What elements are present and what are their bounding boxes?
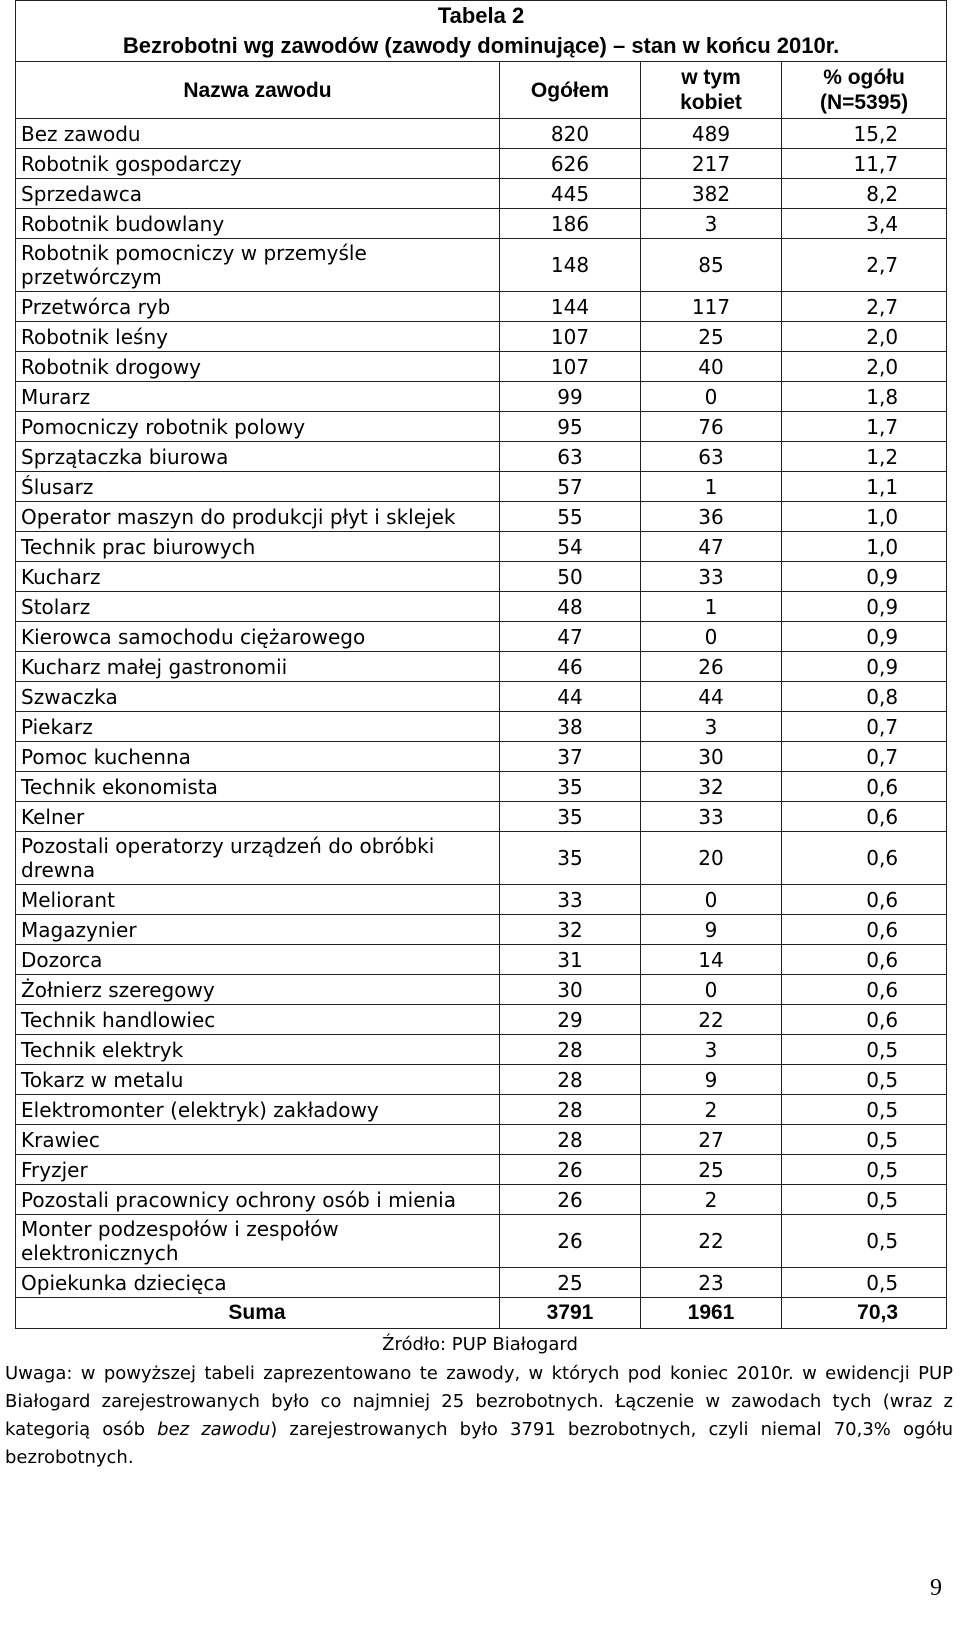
women-cell: 9 <box>641 915 782 945</box>
women-cell: 32 <box>641 772 782 802</box>
table-row <box>16 915 947 945</box>
occupation-name-cell: Sprzątaczka biurowa <box>16 442 500 472</box>
table-row <box>16 1095 947 1125</box>
occupation-name-cell: Krawiec <box>16 1125 500 1155</box>
table-row <box>16 502 947 532</box>
women-cell: 36 <box>641 502 782 532</box>
percent-cell: 0,5 <box>782 1215 947 1268</box>
women-cell: 0 <box>641 622 782 652</box>
table-row <box>16 682 947 712</box>
women-cell: 76 <box>641 412 782 442</box>
header-percent <box>782 62 947 119</box>
occupation-name-cell: Pozostali operatorzy urządzeń do obróbki drewna <box>16 832 500 885</box>
total-cell: 31 <box>500 945 641 975</box>
women-cell: 25 <box>641 1155 782 1185</box>
total-cell: 26 <box>500 1185 641 1215</box>
header-women-line1: w tym <box>681 66 741 89</box>
occupation-name-cell: Dozorca <box>16 945 500 975</box>
occupation-name-cell: Kucharz <box>16 562 500 592</box>
percent-cell: 0,6 <box>782 802 947 832</box>
occupation-name-cell: Robotnik drogowy <box>16 352 500 382</box>
occupation-name-cell: Pozostali pracownicy ochrony osób i mienia <box>16 1185 500 1215</box>
women-cell: 0 <box>641 885 782 915</box>
total-cell: 33 <box>500 885 641 915</box>
note-text-italic: bez zawodu <box>157 1419 271 1440</box>
total-cell: 44 <box>500 682 641 712</box>
source-note: Źródło: PUP Białogard <box>382 1334 578 1355</box>
occupation-name-cell: Monter podzespołów i zespołów elektronicznych <box>16 1215 500 1268</box>
occupation-name-cell: Szwaczka <box>16 682 500 712</box>
women-cell: 2 <box>641 1185 782 1215</box>
women-cell: 44 <box>641 682 782 712</box>
percent-cell: 0,6 <box>782 1005 947 1035</box>
table-row <box>16 945 947 975</box>
unemployment-by-occupation-table <box>15 0 947 1329</box>
table-row <box>16 209 947 239</box>
total-cell: 626 <box>500 149 641 179</box>
total-cell: 47 <box>500 622 641 652</box>
occupation-name-cell: Murarz <box>16 382 500 412</box>
header-total: Ogółem <box>500 62 641 119</box>
women-cell: 25 <box>641 322 782 352</box>
women-cell: 27 <box>641 1125 782 1155</box>
table-row <box>16 149 947 179</box>
women-cell: 382 <box>641 179 782 209</box>
women-cell: 9 <box>641 1065 782 1095</box>
total-cell: 107 <box>500 352 641 382</box>
total-cell: 26 <box>500 1155 641 1185</box>
total-cell: 46 <box>500 652 641 682</box>
percent-cell: 0,5 <box>782 1155 947 1185</box>
women-cell: 3 <box>641 712 782 742</box>
occupation-name-cell: Kucharz małej gastronomii <box>16 652 500 682</box>
occupation-name-cell: Pomocniczy robotnik polowy <box>16 412 500 442</box>
total-cell: 32 <box>500 915 641 945</box>
occupation-name-cell: Fryzjer <box>16 1155 500 1185</box>
percent-cell: 1,1 <box>782 472 947 502</box>
percent-cell: 15,2 <box>782 119 947 149</box>
percent-cell: 0,8 <box>782 682 947 712</box>
women-cell: 0 <box>641 382 782 412</box>
total-cell: 186 <box>500 209 641 239</box>
women-cell: 117 <box>641 292 782 322</box>
occupation-name-cell: Opiekunka dziecięca <box>16 1268 500 1298</box>
women-cell: 33 <box>641 562 782 592</box>
occupation-name-cell: Meliorant <box>16 885 500 915</box>
occupation-name-cell: Przetwórca ryb <box>16 292 500 322</box>
table-row <box>16 322 947 352</box>
percent-cell: 3,4 <box>782 209 947 239</box>
total-cell: 148 <box>500 239 641 292</box>
table-row <box>16 712 947 742</box>
table-row <box>16 472 947 502</box>
occupation-name-cell: Piekarz <box>16 712 500 742</box>
women-cell: 26 <box>641 652 782 682</box>
occupation-name-cell: Elektromonter (elektryk) zakładowy <box>16 1095 500 1125</box>
percent-cell: 0,6 <box>782 832 947 885</box>
percent-cell: 1,8 <box>782 382 947 412</box>
total-cell: 25 <box>500 1268 641 1298</box>
women-cell: 0 <box>641 975 782 1005</box>
table-row <box>16 832 947 885</box>
table-row <box>16 179 947 209</box>
header-women <box>641 62 782 119</box>
occupation-name-cell: Bez zawodu <box>16 119 500 149</box>
total-cell: 28 <box>500 1125 641 1155</box>
percent-cell: 0,5 <box>782 1185 947 1215</box>
percent-cell: 1,0 <box>782 502 947 532</box>
table-row <box>16 382 947 412</box>
women-cell: 3 <box>641 209 782 239</box>
total-cell: 28 <box>500 1035 641 1065</box>
women-cell: 33 <box>641 802 782 832</box>
percent-cell: 1,0 <box>782 532 947 562</box>
table-row <box>16 292 947 322</box>
page-number: 9 <box>930 1575 942 1601</box>
total-cell: 37 <box>500 742 641 772</box>
table-row <box>16 532 947 562</box>
table-row <box>16 412 947 442</box>
occupation-name-cell: Technik prac biurowych <box>16 532 500 562</box>
percent-cell: 0,9 <box>782 592 947 622</box>
women-cell: 489 <box>641 119 782 149</box>
table-row <box>16 1035 947 1065</box>
note-text-part2: ) zarejestrowanych było 3791 bezrobotnych, czyli niemal 70,3% ogółu bezrobotnych. <box>5 1419 953 1468</box>
total-cell: 50 <box>500 562 641 592</box>
total-cell: 54 <box>500 532 641 562</box>
women-cell: 20 <box>641 832 782 885</box>
table-row <box>16 1185 947 1215</box>
total-cell: 35 <box>500 832 641 885</box>
table-row <box>16 1125 947 1155</box>
total-cell: 38 <box>500 712 641 742</box>
percent-cell: 0,6 <box>782 945 947 975</box>
sum-percent: 70,3 <box>782 1298 947 1329</box>
occupation-name-cell: Kelner <box>16 802 500 832</box>
percent-cell: 11,7 <box>782 149 947 179</box>
women-cell: 14 <box>641 945 782 975</box>
total-cell: 63 <box>500 442 641 472</box>
occupation-name-cell: Tokarz w metalu <box>16 1065 500 1095</box>
percent-cell: 0,9 <box>782 652 947 682</box>
total-cell: 445 <box>500 179 641 209</box>
percent-cell: 0,6 <box>782 915 947 945</box>
total-cell: 144 <box>500 292 641 322</box>
table-row <box>16 772 947 802</box>
table-row <box>16 1065 947 1095</box>
women-cell: 1 <box>641 472 782 502</box>
table-title: Tabela 2 <box>16 1 947 32</box>
occupation-name-cell: Operator maszyn do produkcji płyt i sklejek <box>16 502 500 532</box>
percent-cell: 0,6 <box>782 772 947 802</box>
women-cell: 2 <box>641 1095 782 1125</box>
women-cell: 47 <box>641 532 782 562</box>
occupation-name-cell: Technik ekonomista <box>16 772 500 802</box>
women-cell: 3 <box>641 1035 782 1065</box>
percent-cell: 8,2 <box>782 179 947 209</box>
total-cell: 820 <box>500 119 641 149</box>
percent-cell: 0,5 <box>782 1065 947 1095</box>
total-cell: 57 <box>500 472 641 502</box>
header-occupation-name: Nazwa zawodu <box>16 62 500 119</box>
percent-cell: 0,6 <box>782 885 947 915</box>
percent-cell: 0,7 <box>782 712 947 742</box>
occupation-name-cell: Pomoc kuchenna <box>16 742 500 772</box>
total-cell: 99 <box>500 382 641 412</box>
women-cell: 40 <box>641 352 782 382</box>
women-cell: 63 <box>641 442 782 472</box>
total-cell: 26 <box>500 1215 641 1268</box>
percent-cell: 0,7 <box>782 742 947 772</box>
occupation-name-cell: Kierowca samochodu ciężarowego <box>16 622 500 652</box>
total-cell: 35 <box>500 772 641 802</box>
occupation-name-cell: Technik handlowiec <box>16 1005 500 1035</box>
percent-cell: 0,5 <box>782 1035 947 1065</box>
table-row <box>16 592 947 622</box>
women-cell: 22 <box>641 1215 782 1268</box>
note-text-part1: Uwaga: w powyższej tabeli zaprezentowano te zawody, w których pod koniec 2010r. w ewidencji PUP Białogard zarejestrowanych było co najmniej 25 bezrobotnych. Łączenie w zawodach tych (wraz z kategorią osób <box>5 1363 953 1440</box>
sum-total: 3791 <box>500 1298 641 1329</box>
table-subtitle: Bezrobotni wg zawodów (zawody dominujące) – stan w końcu 2010r. <box>16 31 947 62</box>
unemployment-table-container <box>15 0 946 1329</box>
table-row <box>16 1155 947 1185</box>
table-row <box>16 562 947 592</box>
sum-label: Suma <box>16 1298 500 1329</box>
percent-cell: 2,0 <box>782 322 947 352</box>
occupation-name-cell: Stolarz <box>16 592 500 622</box>
table-row <box>16 975 947 1005</box>
women-cell: 217 <box>641 149 782 179</box>
occupation-name-cell: Robotnik budowlany <box>16 209 500 239</box>
total-cell: 55 <box>500 502 641 532</box>
table-header-row <box>16 62 947 119</box>
sum-row <box>16 1298 947 1329</box>
percent-cell: 2,7 <box>782 292 947 322</box>
table-caption-row <box>16 1 947 32</box>
total-cell: 48 <box>500 592 641 622</box>
women-cell: 1 <box>641 592 782 622</box>
occupation-name-cell: Technik elektryk <box>16 1035 500 1065</box>
percent-cell: 1,2 <box>782 442 947 472</box>
women-cell: 85 <box>641 239 782 292</box>
table-row <box>16 352 947 382</box>
table-row <box>16 622 947 652</box>
percent-cell: 1,7 <box>782 412 947 442</box>
total-cell: 95 <box>500 412 641 442</box>
table-subtitle-row <box>16 31 947 62</box>
women-cell: 22 <box>641 1005 782 1035</box>
total-cell: 35 <box>500 802 641 832</box>
women-cell: 30 <box>641 742 782 772</box>
occupation-name-cell: Robotnik leśny <box>16 322 500 352</box>
table-row <box>16 802 947 832</box>
table-row <box>16 239 947 292</box>
percent-cell: 0,6 <box>782 975 947 1005</box>
total-cell: 28 <box>500 1095 641 1125</box>
percent-cell: 2,7 <box>782 239 947 292</box>
percent-cell: 0,9 <box>782 622 947 652</box>
occupation-name-cell: Sprzedawca <box>16 179 500 209</box>
occupation-name-cell: Robotnik pomocniczy w przemyśle przetwórczym <box>16 239 500 292</box>
occupation-name-cell: Ślusarz <box>16 472 500 502</box>
women-cell: 23 <box>641 1268 782 1298</box>
table-row <box>16 442 947 472</box>
table-row <box>16 1005 947 1035</box>
total-cell: 107 <box>500 322 641 352</box>
header-percent-line1: % ogółu <box>823 66 905 89</box>
table-row <box>16 742 947 772</box>
header-percent-line2: (N=5395) <box>819 91 909 114</box>
total-cell: 30 <box>500 975 641 1005</box>
explanatory-note <box>5 1360 953 1472</box>
percent-cell: 2,0 <box>782 352 947 382</box>
header-women-line2: kobiet <box>680 91 742 114</box>
percent-cell: 0,5 <box>782 1125 947 1155</box>
sum-women: 1961 <box>641 1298 782 1329</box>
table-row <box>16 885 947 915</box>
total-cell: 29 <box>500 1005 641 1035</box>
total-cell: 28 <box>500 1065 641 1095</box>
occupation-name-cell: Magazynier <box>16 915 500 945</box>
table-row <box>16 1215 947 1268</box>
occupation-name-cell: Robotnik gospodarczy <box>16 149 500 179</box>
table-row <box>16 652 947 682</box>
table-row <box>16 119 947 149</box>
percent-cell: 0,9 <box>782 562 947 592</box>
table-row <box>16 1268 947 1298</box>
percent-cell: 0,5 <box>782 1268 947 1298</box>
occupation-name-cell: Żołnierz szeregowy <box>16 975 500 1005</box>
percent-cell: 0,5 <box>782 1095 947 1125</box>
